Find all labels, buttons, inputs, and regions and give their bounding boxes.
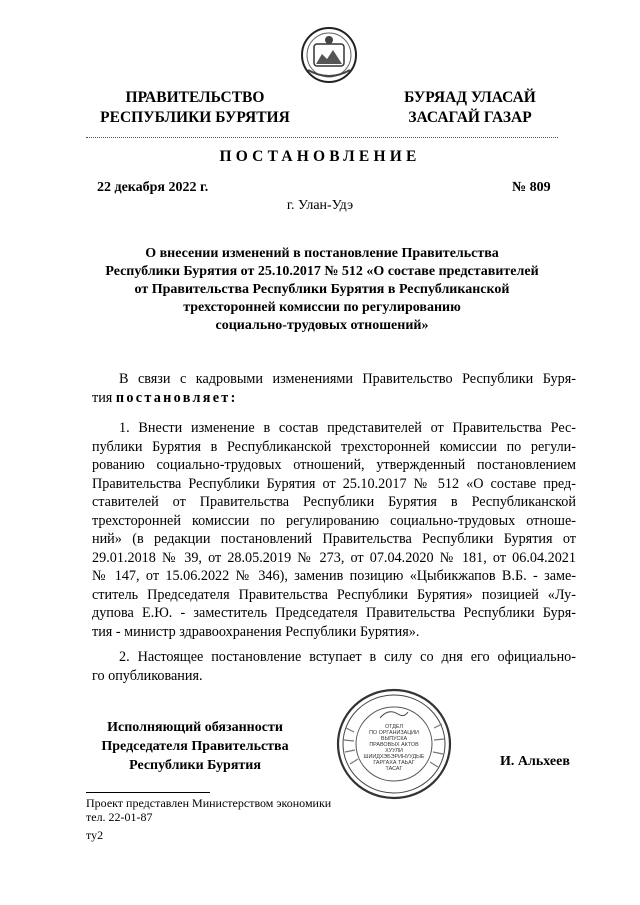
footer-code: ту2 [86,828,104,842]
stamp-text-line: ВЫПУСКА [380,736,408,742]
stamp-text-line: ОТДЕЛ [384,724,404,730]
paragraph-2 [92,648,576,685]
title-line: трехсторонней комиссии по регулированию [183,300,461,315]
intro-line: В связи с кадровыми изменениями Правительство Республики Буря- [119,371,576,387]
stamp-text-line: ПО ОРГАНИЗАЦИИ [369,730,419,736]
paragraph-line: рованию социально-трудовых отношений, утвержденный постановлением [92,457,576,473]
stamp-text-line: ГАРГАХА ТАЬАГ [373,760,415,766]
header-right [380,88,560,128]
document-city: г. Улан-Удэ [286,198,354,213]
title-line: социально-трудовых отношений» [215,318,429,333]
stamp-text-line: ШИИДХЭБЭРИНУУДЫЕ [363,754,425,760]
document-type-heading: ПОСТАНОВЛЕНИЕ [219,148,421,165]
header-left [80,88,310,128]
intro-paragraph [92,370,576,407]
paragraph-line: ститель Председателя Правительства Республики Бурятия» позицией «Лу- [92,586,576,603]
document-date: 22 декабря 2022 г. [97,180,209,195]
footer-note [86,796,331,824]
header-right-line1: БУРЯАД УЛАСАЙ [404,89,536,106]
paragraph-line: ставителей от Правительства Республики Бурятия в Республиканской [92,494,576,510]
title-line: О внесении изменений в постановление Правительства [145,246,499,261]
document-number: № 809 [512,180,551,195]
paragraph-line: трехсторонней комиссии по регулированию социально-трудовых отноше- [92,512,576,529]
paragraph-line: ний» (в редакции постановлений Правительства Республики Бурятия от [92,531,576,547]
stamp-text-line: ТАСАГ [385,766,403,772]
document-title [86,245,558,335]
signatory-name: И. Альхеев [500,754,570,769]
header-left-line2: РЕСПУБЛИКИ БУРЯТИЯ [100,109,290,126]
paragraph-line: тия - министр здравоохранения Республики Бурятия». [92,623,420,640]
header-left-line1: ПРАВИТЕЛЬСТВО [125,89,265,106]
paragraph-line: 1. Внести изменение в состав представителей от Правительства Рес- [119,420,576,436]
signatory-line: Председателя Правительства [101,739,289,754]
paragraph-line: № 147, от 15.06.2022 № 346), заменив позицию «Цыбикжапов В.Б. - заме- [92,568,576,584]
footer-rule [86,792,210,793]
signatory-line: Исполняющий обязанности [107,720,283,735]
coat-of-arms-emblem [300,26,358,84]
intro-line [92,389,576,408]
footer-line1: Проект представлен Министерством экономики [86,796,332,810]
title-line: от Правительства Республики Бурятия в Республиканской [134,282,510,297]
decree-word: постановляет: [115,389,238,406]
signatory-line: Республики Бурятия [129,758,261,773]
stamp-text-line: ПРАВОВЫХ АКТОВ [369,742,419,748]
paragraph-line: 2. Настоящее постановление вступает в силу со дня его официально- [119,649,576,665]
header-right-line2: ЗАСАГАЙ ГАЗАР [408,109,532,126]
title-line: Республики Бурятия от 25.10.2017 № 512 «О составе представителей [105,264,539,279]
paragraph-line: публики Бурятия в Республиканской трехсторонней комиссии по регули- [92,438,576,455]
paragraph-1 [92,419,576,641]
signatory-position [86,718,304,775]
footer-line2: тел. 22-01-87 [86,810,153,824]
paragraph-line: Правительства Республики Бурятия от 25.10.2017 № 512 «О составе пред- [92,475,576,492]
header-separator [86,137,558,138]
paragraph-line: 29.01.2018 № 39, от 28.05.2019 № 273, от 07.04.2020 № 181, от 06.04.2021 [92,549,576,566]
official-stamp-seal [324,688,464,800]
intro-line2-start: тия [92,389,116,406]
paragraph-line: го опубликования. [92,667,203,684]
stamp-text-line: ХУУЛИ [385,748,403,754]
paragraph-line: дупова Е.Ю. - заместитель Председателя Правительства Республики Буря- [92,605,576,621]
